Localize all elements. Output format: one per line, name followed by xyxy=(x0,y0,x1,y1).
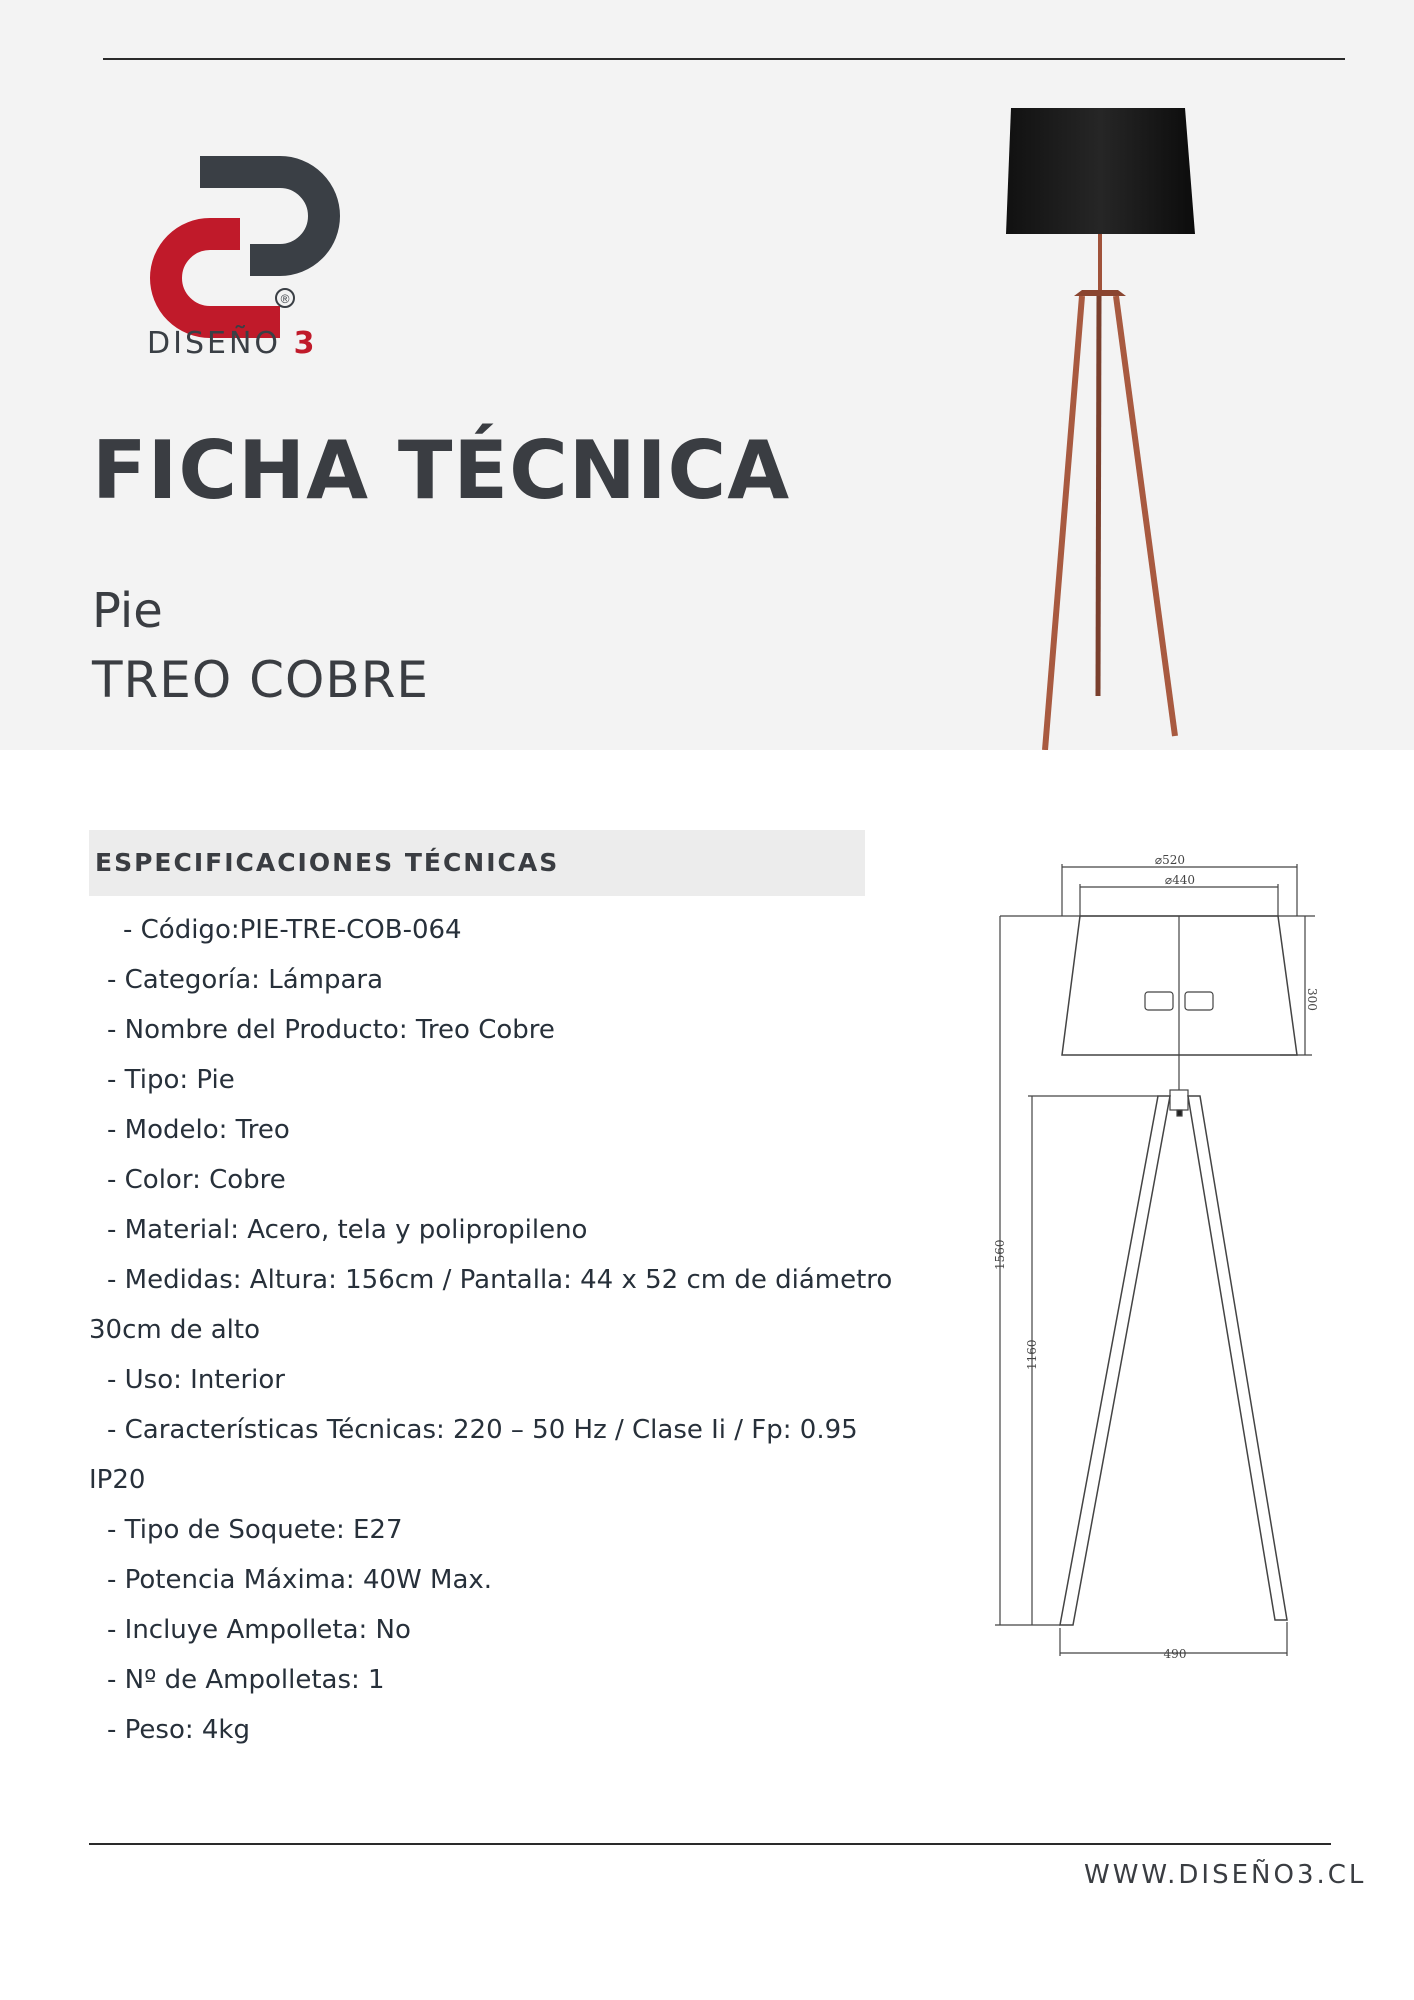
lamp-photo xyxy=(990,100,1210,750)
spec-bulb-count: - Nº de Ampolletas: 1 xyxy=(107,1665,385,1695)
spec-model: - Modelo: Treo xyxy=(107,1115,290,1145)
spec-type: - Tipo: Pie xyxy=(107,1065,235,1095)
page-title: FICHA TÉCNICA xyxy=(92,424,791,517)
top-divider xyxy=(103,58,1345,60)
spec-max-power: - Potencia Máxima: 40W Max. xyxy=(107,1565,493,1595)
specs-list xyxy=(89,905,909,1755)
lamp-leg-back xyxy=(1098,296,1099,696)
dim-outer-diameter: ⌀520 xyxy=(1154,853,1186,867)
lamp-leg-left xyxy=(1045,296,1082,750)
spec-weight: - Peso: 4kg xyxy=(107,1715,250,1745)
brand-name xyxy=(147,326,317,361)
specs-heading-text: ESPECIFICACIONES TÉCNICAS xyxy=(95,848,560,877)
spec-technical: - Características Técnicas: 220 – 50 Hz / Clase Ii / Fp: 0.95 xyxy=(107,1415,858,1445)
dim-base-width: 490 xyxy=(1163,1647,1187,1661)
bottom-divider xyxy=(89,1843,1331,1845)
spec-category: - Categoría: Lámpara xyxy=(107,965,384,995)
spec-bulb-included: - Incluye Ampolleta: No xyxy=(107,1615,411,1645)
lamp-leg-right xyxy=(1116,296,1175,736)
product-name: TREO COBRE xyxy=(92,651,430,709)
spec-measures-cont: 30cm de alto xyxy=(89,1315,260,1345)
product-category: Pie xyxy=(92,583,163,639)
dim-total-height: 1560 xyxy=(993,1239,1007,1270)
lamp-shade xyxy=(1006,108,1195,234)
specs-heading xyxy=(89,830,865,896)
spec-material: - Material: Acero, tela y polipropileno xyxy=(107,1215,588,1245)
spec-color: - Color: Cobre xyxy=(107,1165,286,1195)
dim-inner-diameter: ⌀440 xyxy=(1164,873,1196,887)
spec-product-name: - Nombre del Producto: Treo Cobre xyxy=(107,1015,555,1045)
dim-base-height: 1160 xyxy=(1025,1339,1039,1370)
spec-technical-cont: IP20 xyxy=(89,1465,146,1495)
brand-name-text: DISEÑO xyxy=(147,326,282,361)
spec-measures: - Medidas: Altura: 156cm / Pantalla: 44 x 52 cm de diámetro xyxy=(107,1265,893,1295)
spec-code: - Código:PIE-TRE-COB-064 xyxy=(123,915,462,945)
spec-socket: - Tipo de Soquete: E27 xyxy=(107,1515,403,1545)
spec-use: - Uso: Interior xyxy=(107,1365,286,1395)
website-link[interactable]: WWW.DISEÑO3.CL xyxy=(1084,1860,1367,1890)
dim-shade-height: 300 xyxy=(1305,988,1319,1011)
registered-mark: ® xyxy=(280,292,290,306)
technical-drawing xyxy=(990,850,1320,1670)
brand-name-number: 3 xyxy=(293,326,318,361)
